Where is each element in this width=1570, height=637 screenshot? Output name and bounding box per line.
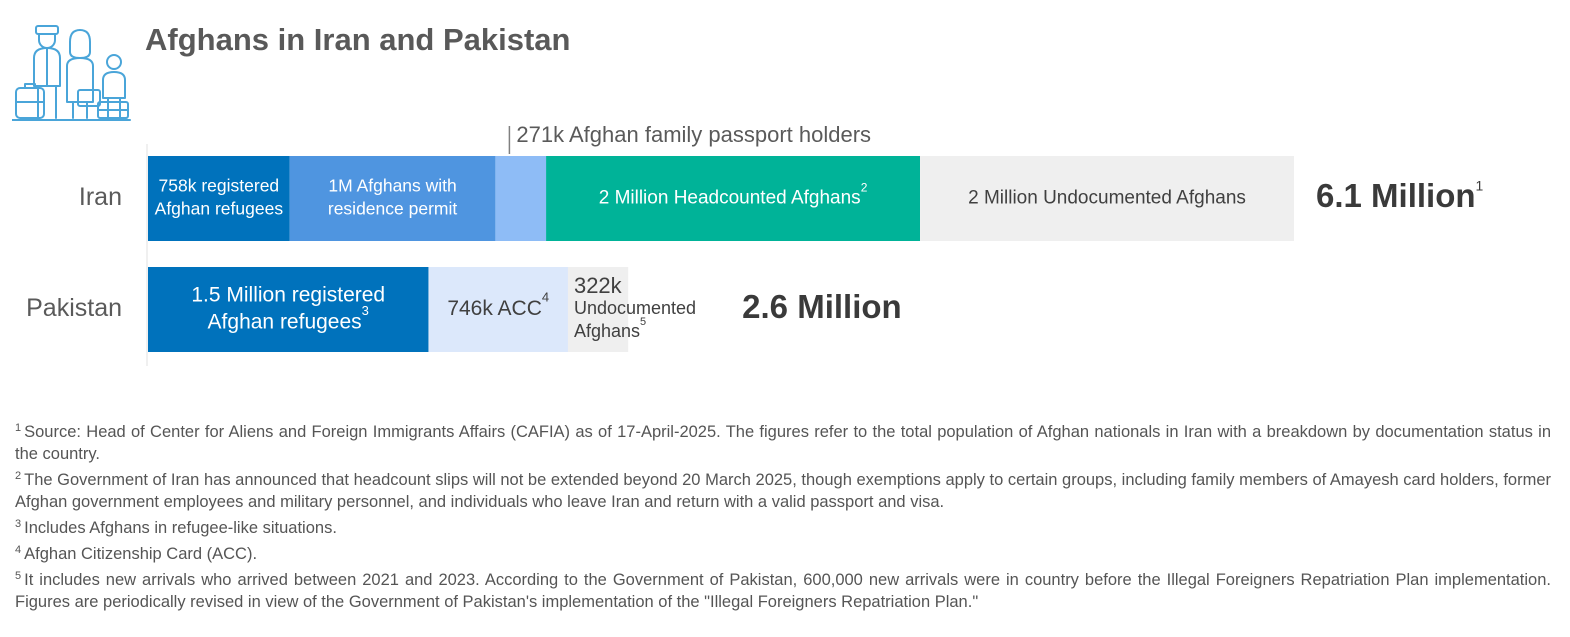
bar-segment [495,156,546,241]
footnote-text: It includes new arrivals who arrived between 2021 and 2023. According to the Government of Pakistan, 600,000 new arrivals were in country before the Illegal Foreigners Repatriation Plan implementation. Figures are periodically revised in view of the Government of Pakistan's implementation of the "Illegal Foreigners Repatriation Plan." [15,571,1551,611]
footnote-text: Afghan Citizenship Card (ACC). [24,545,258,563]
bar-label: 2 Million Headcounted Afghans$^2$ [598,180,868,209]
footnote-number: 1 [15,422,22,434]
family-with-luggage-icon [12,22,134,124]
footnote-text: The Government of Iran has announced that headcount slips will not be extended beyond 20 March 2025, though exemptions apply to certain groups, including family members of Amayesh card holders, former Afghan government employees and military personnel, and individuals who leave Iran and return with a valid passport and visa. [15,471,1551,511]
footnote [15,421,1551,465]
bar-segment [148,267,428,352]
footnotes [15,421,1551,617]
total-label: 6.1 Million$^1$ [1316,177,1484,215]
footnote-number: 2 [15,470,22,482]
bar-label: 1.5 Million registered Afghan refugees$^3$ [191,283,386,334]
footnote-number: 3 [15,518,22,530]
category-label: Iran [78,183,122,212]
footnote [15,517,1551,539]
footnote [15,543,1551,565]
footnote-text: Source: Head of Center for Aliens and Foreign Immigrants Affairs (CAFIA) as of 17-April-2025. The figures refer to the total population of Afghan nationals in Iran with a breakdown by documentation status in the country. [15,423,1551,463]
bar-label: 2 Million Undocumented Afghans [968,187,1246,209]
footnote-text: Includes Afghans in refugee-like situations. [24,519,337,537]
footnote-number: 5 [15,570,22,582]
bar-label: 746k ACC$^4$ [447,289,550,321]
bar-label: 758k registered Afghan refugees [154,175,284,219]
bar-label: 322k Undocumented Afghans$^5$ [573,272,697,341]
footnote [15,569,1551,613]
bar-label: 1M Afghans with residence permit [327,175,458,219]
stacked-bar-chart [0,118,1570,380]
footnote [15,469,1551,513]
callout-label: 271k Afghan family passport holders [516,121,872,147]
total-label: 2.6 Million [742,288,902,326]
category-label: Pakistan [26,294,122,323]
footnote-number: 4 [15,544,22,556]
chart-title: Afghans in Iran and Pakistan [145,22,571,57]
